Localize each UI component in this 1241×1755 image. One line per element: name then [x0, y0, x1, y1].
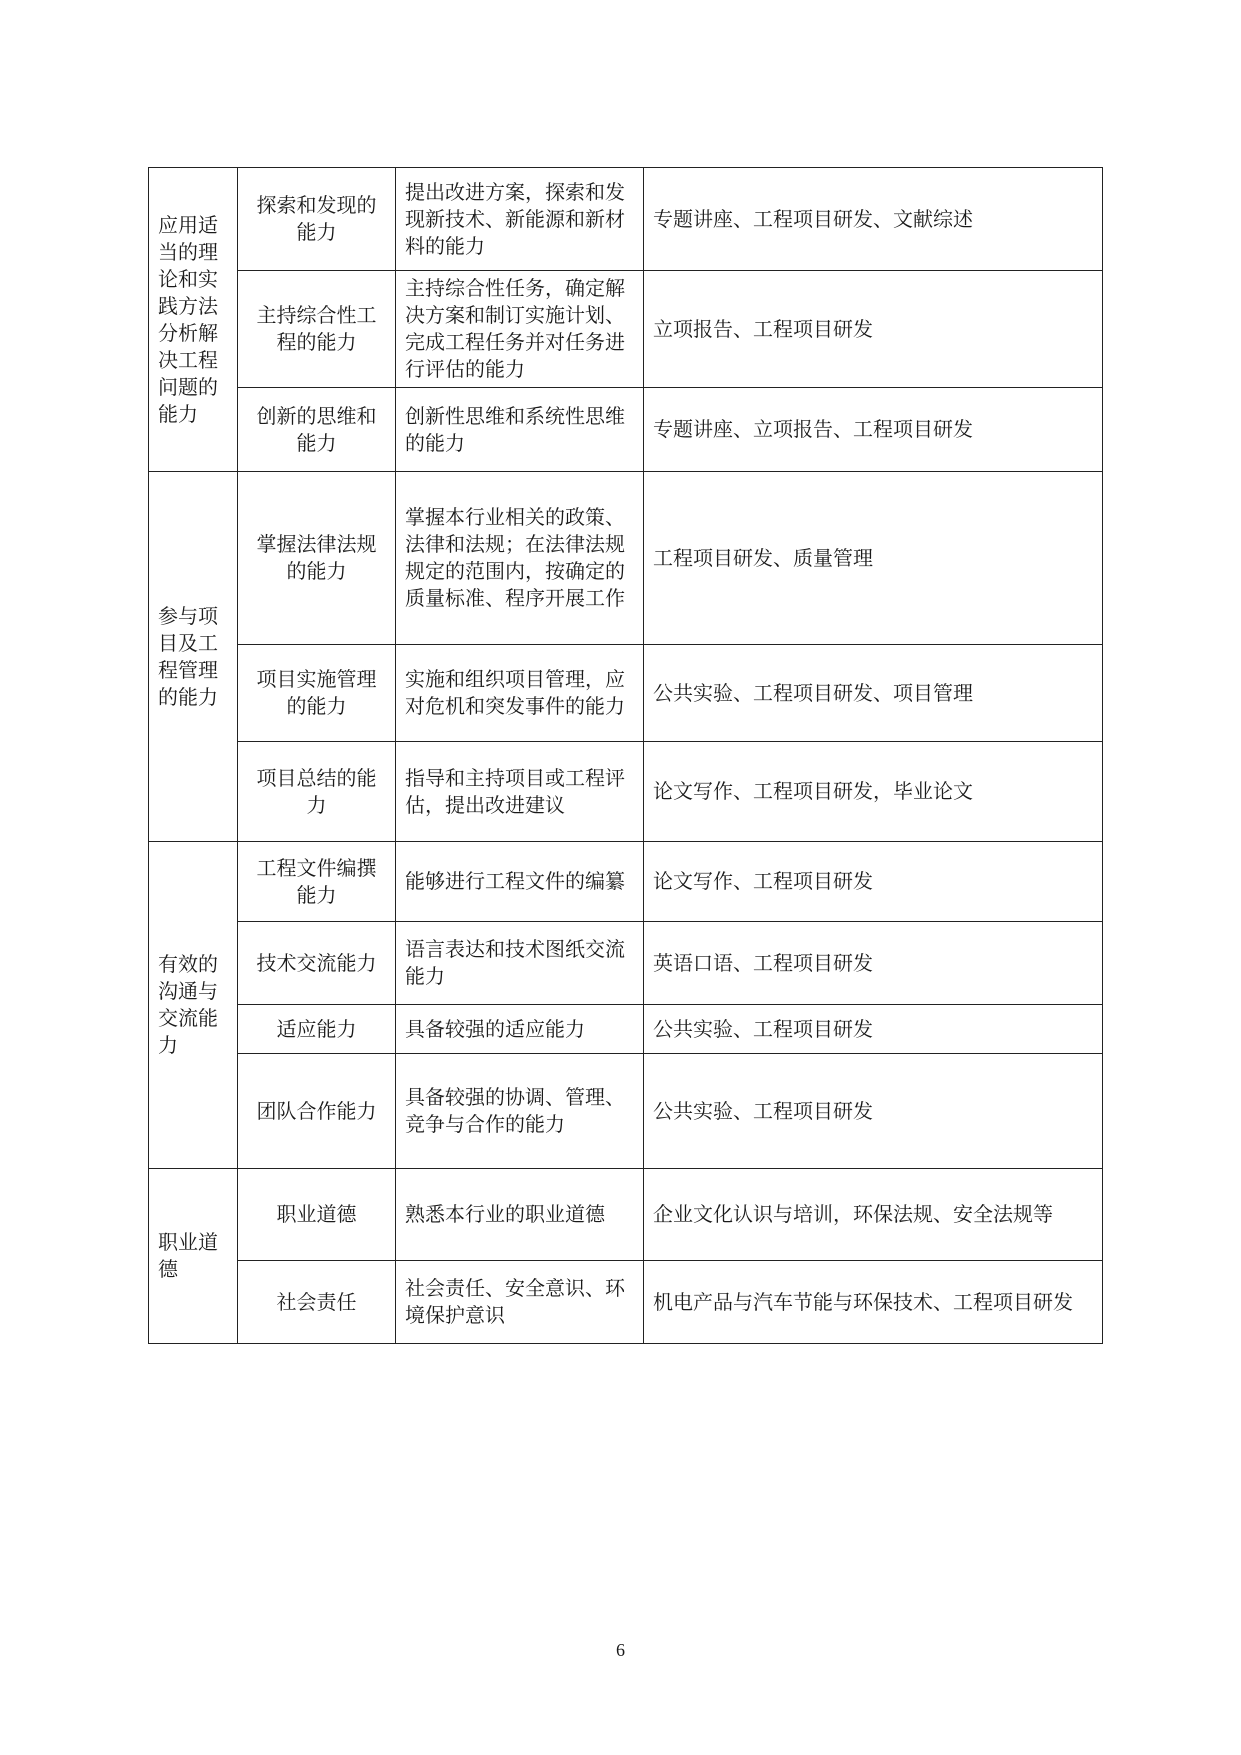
table-row — [149, 388, 1103, 472]
methods-cell: 英语口语、工程项目研发 — [644, 922, 1103, 1005]
methods-cell: 企业文化认识与培训，环保法规、安全法规等 — [644, 1169, 1103, 1261]
ability-cell: 社会责任 — [238, 1261, 396, 1344]
description-cell: 语言表达和技术图纸交流能力 — [396, 922, 644, 1005]
ability-cell: 团队合作能力 — [238, 1054, 396, 1169]
category-cell: 应用适当的理论和实践方法分析解决工程问题的能力 — [149, 168, 238, 472]
table-row — [149, 1261, 1103, 1344]
methods-cell: 立项报告、工程项目研发 — [644, 271, 1103, 388]
table-row — [149, 1169, 1103, 1261]
table-row — [149, 842, 1103, 922]
description-cell: 能够进行工程文件的编纂 — [396, 842, 644, 922]
table-row — [149, 168, 1103, 271]
category-cell: 职业道德 — [149, 1169, 238, 1344]
methods-cell: 论文写作、工程项目研发 — [644, 842, 1103, 922]
training-matrix-table — [148, 167, 1103, 1344]
description-cell: 社会责任、安全意识、环境保护意识 — [396, 1261, 644, 1344]
methods-cell: 机电产品与汽车节能与环保技术、工程项目研发 — [644, 1261, 1103, 1344]
description-cell: 提出改进方案，探索和发现新技术、新能源和新材料的能力 — [396, 168, 644, 271]
ability-cell: 探索和发现的能力 — [238, 168, 396, 271]
category-cell: 参与项目及工程管理的能力 — [149, 472, 238, 842]
table-row — [149, 1005, 1103, 1054]
table-row — [149, 1054, 1103, 1169]
table-row — [149, 742, 1103, 842]
category-cell: 有效的沟通与交流能力 — [149, 842, 238, 1169]
ability-cell: 项目总结的能力 — [238, 742, 396, 842]
methods-cell: 专题讲座、工程项目研发、文献综述 — [644, 168, 1103, 271]
description-cell: 主持综合性任务，确定解决方案和制订实施计划、完成工程任务并对任务进行评估的能力 — [396, 271, 644, 388]
description-cell: 掌握本行业相关的政策、法律和法规；在法律法规规定的范围内，按确定的质量标准、程序开展工作 — [396, 472, 644, 645]
methods-cell: 专题讲座、立项报告、工程项目研发 — [644, 388, 1103, 472]
description-cell: 具备较强的协调、管理、竞争与合作的能力 — [396, 1054, 644, 1169]
ability-cell: 技术交流能力 — [238, 922, 396, 1005]
methods-cell: 工程项目研发、质量管理 — [644, 472, 1103, 645]
page-number: 6 — [616, 1640, 625, 1660]
table-row — [149, 645, 1103, 742]
description-cell: 创新性思维和系统性思维的能力 — [396, 388, 644, 472]
ability-cell: 适应能力 — [238, 1005, 396, 1054]
ability-cell: 主持综合性工程的能力 — [238, 271, 396, 388]
ability-cell: 工程文件编撰能力 — [238, 842, 396, 922]
methods-cell: 公共实验、工程项目研发 — [644, 1005, 1103, 1054]
description-cell: 指导和主持项目或工程评估，提出改进建议 — [396, 742, 644, 842]
description-cell: 实施和组织项目管理，应对危机和突发事件的能力 — [396, 645, 644, 742]
ability-cell: 项目实施管理的能力 — [238, 645, 396, 742]
table-row — [149, 472, 1103, 645]
methods-cell: 公共实验、工程项目研发 — [644, 1054, 1103, 1169]
table-row — [149, 922, 1103, 1005]
ability-cell: 职业道德 — [238, 1169, 396, 1261]
methods-cell: 论文写作、工程项目研发，毕业论文 — [644, 742, 1103, 842]
methods-cell: 公共实验、工程项目研发、项目管理 — [644, 645, 1103, 742]
description-cell: 熟悉本行业的职业道德 — [396, 1169, 644, 1261]
ability-cell: 掌握法律法规的能力 — [238, 472, 396, 645]
description-cell: 具备较强的适应能力 — [396, 1005, 644, 1054]
ability-cell: 创新的思维和能力 — [238, 388, 396, 472]
table-row — [149, 271, 1103, 388]
